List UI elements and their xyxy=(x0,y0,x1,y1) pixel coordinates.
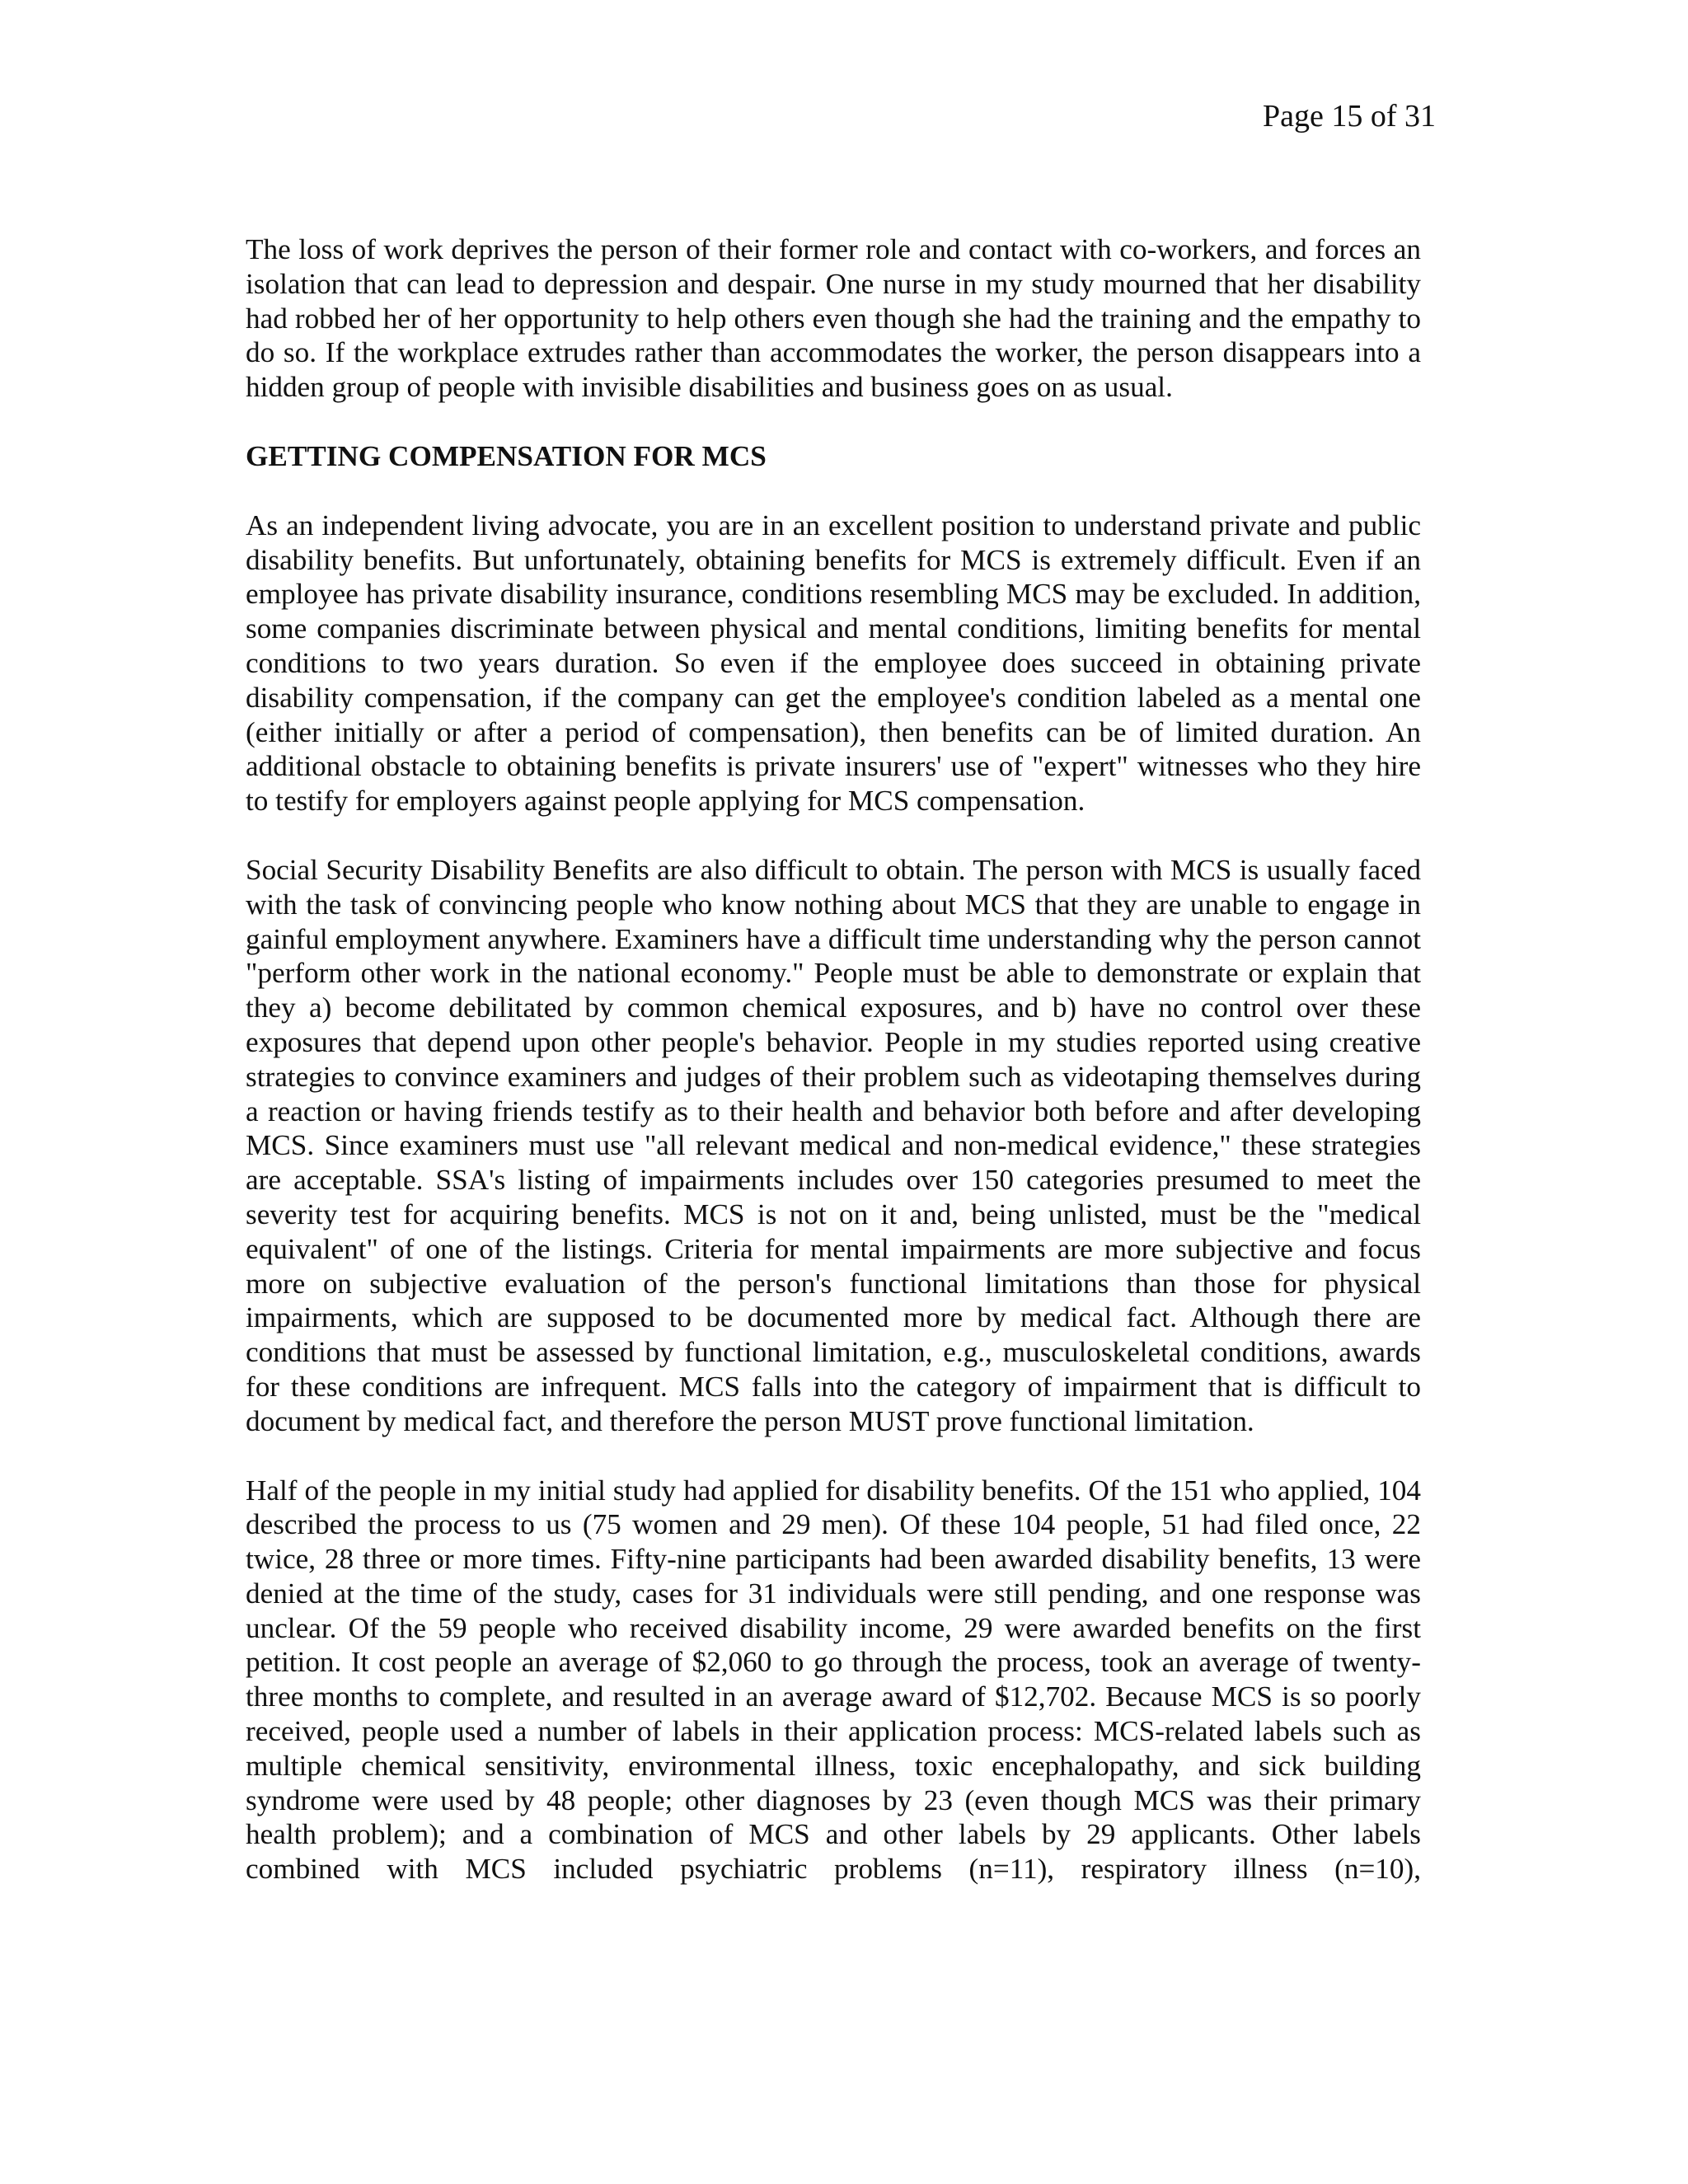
document-body xyxy=(246,232,1421,1886)
paragraph-study-results: Half of the people in my initial study had applied for disability benefits. Of the 151 who applied, 104 described the process to us (75 women and 29 men). Of these 104 people, 51 had filed once, 22 twice, 28 three or more times. Fifty-nine participants had been awarded disability benefits, 13 were denied at the time of the study, cases for 31 individuals were still pending, and one response was unclear. Of the 59 people who received disability income, 29 were awarded benefits on the first petition. It cost people an average of $2,060 to go through the process, took an average of twenty-three months to complete, and resulted in an average award of $12,702. Because MCS is so poorly received, people used a number of labels in their application process: MCS-related labels such as multiple chemical sensitivity, environmental illness, toxic encephalopathy, and sick building syndrome were used by 48 people; other diagnoses by 23 (even though MCS was their primary health problem); and a combination of MCS and other labels by 29 applicants. Other labels combined with MCS included psychiatric problems (n=11), respiratory illness (n=10), xyxy=(246,1474,1421,1886)
paragraph-private-benefits: As an independent living advocate, you are in an excellent position to understand private and public disability benefits. But unfortunately, obtaining benefits for MCS is extremely difficult. Even if an employee has private disability insurance, conditions resembling MCS may be excluded. In addition, some companies discriminate between physical and mental conditions, limiting benefits for mental conditions to two years duration. So even if the employee does succeed in obtaining private disability compensation, if the company can get the employee's condition labeled as a mental one (either initially or after a period of compensation), then benefits can be of limited duration. An additional obstacle to obtaining benefits is private insurers' use of "expert" witnesses who they hire to testify for employers against people applying for MCS compensation. xyxy=(246,509,1421,818)
paragraph-social-security: Social Security Disability Benefits are also difficult to obtain. The person with MCS is usually faced with the task of convincing people who know nothing about MCS that they are unable to engage in gainful employment anywhere. Examiners have a difficult time understanding why the person cannot "perform other work in the national economy." People must be able to demonstrate or explain that they a) become debilitated by common chemical exposures, and b) have no control over these exposures that depend upon other people's behavior. People in my studies reported using creative strategies to convince examiners and judges of their problem such as videotaping themselves during a reaction or having friends testify as to their health and behavior both before and after developing MCS. Since examiners must use "all relevant medical and non-medical evidence," these strategies are acceptable. SSA's listing of impairments includes over 150 categories presumed to meet the severity test for acquiring benefits. MCS is not on it and, being unlisted, must be the "medical equivalent" of one of the listings. Criteria for mental impairments are more subjective and focus more on subjective evaluation of the person's functional limitations than those for physical impairments, which are supposed to be documented more by medical fact. Although there are conditions that must be assessed by functional limitation, e.g., musculoskeletal conditions, awards for these conditions are infrequent. MCS falls into the category of impairment that is difficult to document by medical fact, and therefore the person MUST prove functional limitation. xyxy=(246,853,1421,1437)
paragraph-work-loss: The loss of work deprives the person of their former role and contact with co-workers, and forces an isolation that can lead to depression and despair. One nurse in my study mourned that her disability had robbed her of her opportunity to help others even though she had the training and the empathy to do so. If the workplace extrudes rather than accommodates the worker, the person disappears into a hidden group of people with invisible disabilities and business goes on as usual. xyxy=(246,233,1421,404)
page-number: Page 15 of 31 xyxy=(1262,99,1436,134)
section-heading: GETTING COMPENSATION FOR MCS xyxy=(246,439,767,472)
